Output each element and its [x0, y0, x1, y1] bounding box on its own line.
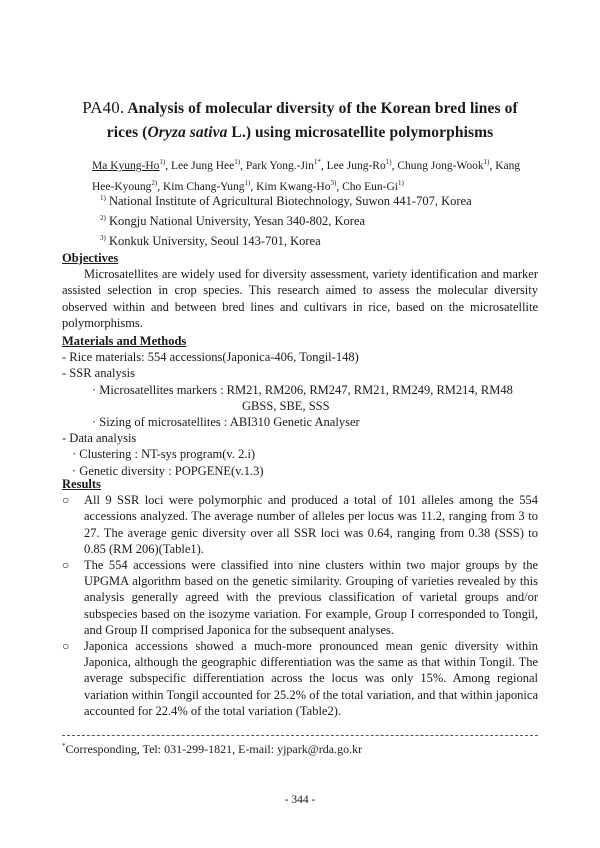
author-name: Chung Jong-Wook — [397, 159, 484, 172]
methods-line-1: - Rice materials: 554 accessions(Japonica-406, Tongil-148) — [62, 350, 359, 365]
abstract-code: PA40. — [82, 98, 125, 117]
footnote-asterisk: * — [62, 742, 66, 750]
author-affiliation-sup: 3) — [330, 178, 337, 187]
objectives-text: Microsatellites are widely used for diversity assessment, variety identification and marker assisted selection in crop species. This research aimed to assess the molecular diversity observed within and between bred lines and cultivars in rice, based on the microsatellite polymorphisms. — [62, 267, 538, 330]
author-separator: , — [489, 159, 496, 172]
author-name: Cho Eun-Gi — [342, 180, 398, 193]
circle-bullet-icon: ○ — [62, 493, 70, 508]
methods-line-7: · Clustering : NT-sys program(v. 2.i) — [72, 447, 256, 462]
title-line-1-text: Analysis of molecular diversity of the Korean bred lines of — [127, 100, 518, 117]
circle-bullet-icon: ○ — [62, 558, 70, 573]
page-number: - 344 - — [284, 794, 316, 806]
author-affiliation-sup: 1) — [483, 158, 490, 166]
result-item-1 — [62, 492, 538, 557]
title-line-2-pre: rices ( — [106, 124, 148, 141]
author-affiliation-sup: 1* — [313, 158, 321, 166]
author-name: Park Yong.-Jin — [245, 159, 314, 172]
affiliation-1-text: National Institute of Agricultural Biotechnology, Suwon 441-707, Korea — [105, 194, 472, 209]
methods-line-2: - SSR analysis — [62, 366, 135, 381]
author-separator: , — [240, 159, 246, 172]
author-name: Kang Hee-Kyoung — [92, 159, 521, 193]
author-affiliation-sup: 2) — [151, 178, 158, 187]
circle-bullet-icon: ○ — [62, 639, 70, 654]
title-line-2 — [60, 121, 540, 145]
methods-heading: Materials and Methods — [62, 334, 187, 348]
affiliation-1 — [100, 190, 472, 210]
result-item-2-text: The 554 accessions were classified into nine clusters within two major groups by the UPGMA algorithm based on the genetic similarity. Grouping of varieties revealed by this analysis generally agreed with the previous classification of varietal groups and/or subspecies based on the isozyme variation. For example, Group I corresponded to Tongil, and Group II comprised Japonica for the subsequent analyses. — [84, 558, 538, 637]
affiliation-2-sup: 2) — [100, 214, 106, 223]
author-separator: , — [157, 180, 163, 193]
affiliations — [100, 190, 472, 250]
affiliation-3 — [100, 230, 472, 250]
methods-line-6: - Data analysis — [62, 431, 137, 446]
author-separator: , — [250, 180, 257, 193]
author-name: Ma Kyung-Ho — [92, 159, 160, 172]
author-name: Kim Chang-Yung — [163, 180, 245, 193]
result-item-2 — [62, 557, 538, 638]
footnote-text: Corresponding, Tel: 031-299-1821, E-mail: yjpark@rda.go.kr — [65, 742, 363, 756]
author-name: Lee Jung-Ro — [326, 159, 386, 172]
author-separator: , — [336, 180, 343, 193]
methods-line-3: · Microsatellites markers : RM21, RM206, RM247, RM21, RM249, RM214, RM48 — [92, 382, 513, 397]
author-affiliation-sup: 1) — [397, 178, 404, 187]
results-heading: Results — [62, 477, 101, 491]
author-separator: , — [391, 159, 398, 172]
affiliation-3-text: Konkuk University, Seoul 143-701, Korea — [105, 234, 321, 249]
results-section — [62, 476, 538, 719]
author-separator: , — [165, 159, 171, 172]
title-species-italic: Oryza sativa — [147, 124, 228, 141]
affiliation-3-sup: 3) — [100, 234, 106, 243]
affiliation-2 — [100, 210, 472, 230]
title-line-1 — [60, 96, 540, 121]
author-affiliation-sup: 1) — [385, 158, 392, 166]
methods-section — [62, 333, 538, 479]
author-affiliation-sup: 1) — [234, 158, 241, 166]
objectives-section — [62, 250, 538, 331]
author-affiliation-sup: 1) — [244, 178, 251, 187]
result-item-3-text: Japonica accessions showed a much-more pronounced mean genic diversity within Japonica, although the geographic differentiation was the same as that within Tongil. The average subspecific differentiation across the locus was only 15%. Among regional variation within Tongil accounted for 25.2% of the total variation, and that within japonica accounted for 22.4% of the total variation (Table2). — [84, 639, 538, 718]
objectives-heading: Objectives — [62, 251, 119, 265]
footnote-divider — [62, 735, 538, 736]
author-affiliation-sup: 1) — [159, 158, 166, 166]
methods-line-4: GBSS, SBE, SSS — [242, 398, 330, 413]
methods-line-5: · Sizing of microsatellites : ABI310 Genetic Analyser — [92, 415, 360, 430]
corresponding-footnote — [62, 742, 362, 757]
result-item-3 — [62, 638, 538, 719]
result-item-1-text: All 9 SSR loci were polymorphic and produced a total of 101 alleles among the 554 accessions analyzed. The average number of alleles per locus was 11.2, ranging from 3 to 27. The average genic diversity over all SSR loci was 0.64, ranging from 0.38 (SSS) to 0.85 (RM 206)(Table1). — [84, 493, 538, 556]
methods-line-8: · Genetic diversity : POPGENE(v.1.3) — [72, 463, 264, 478]
paper-title — [60, 96, 540, 145]
affiliation-1-sup: 1) — [100, 194, 106, 202]
author-separator: , — [320, 159, 327, 172]
author-name: Kim Kwang-Ho — [256, 180, 331, 193]
author-name: Lee Jung Hee — [171, 159, 235, 172]
title-line-2-post: L.) using microsatellite polymorphisms — [227, 124, 494, 141]
affiliation-2-text: Kongju National University, Yesan 340-802, Korea — [105, 214, 366, 229]
